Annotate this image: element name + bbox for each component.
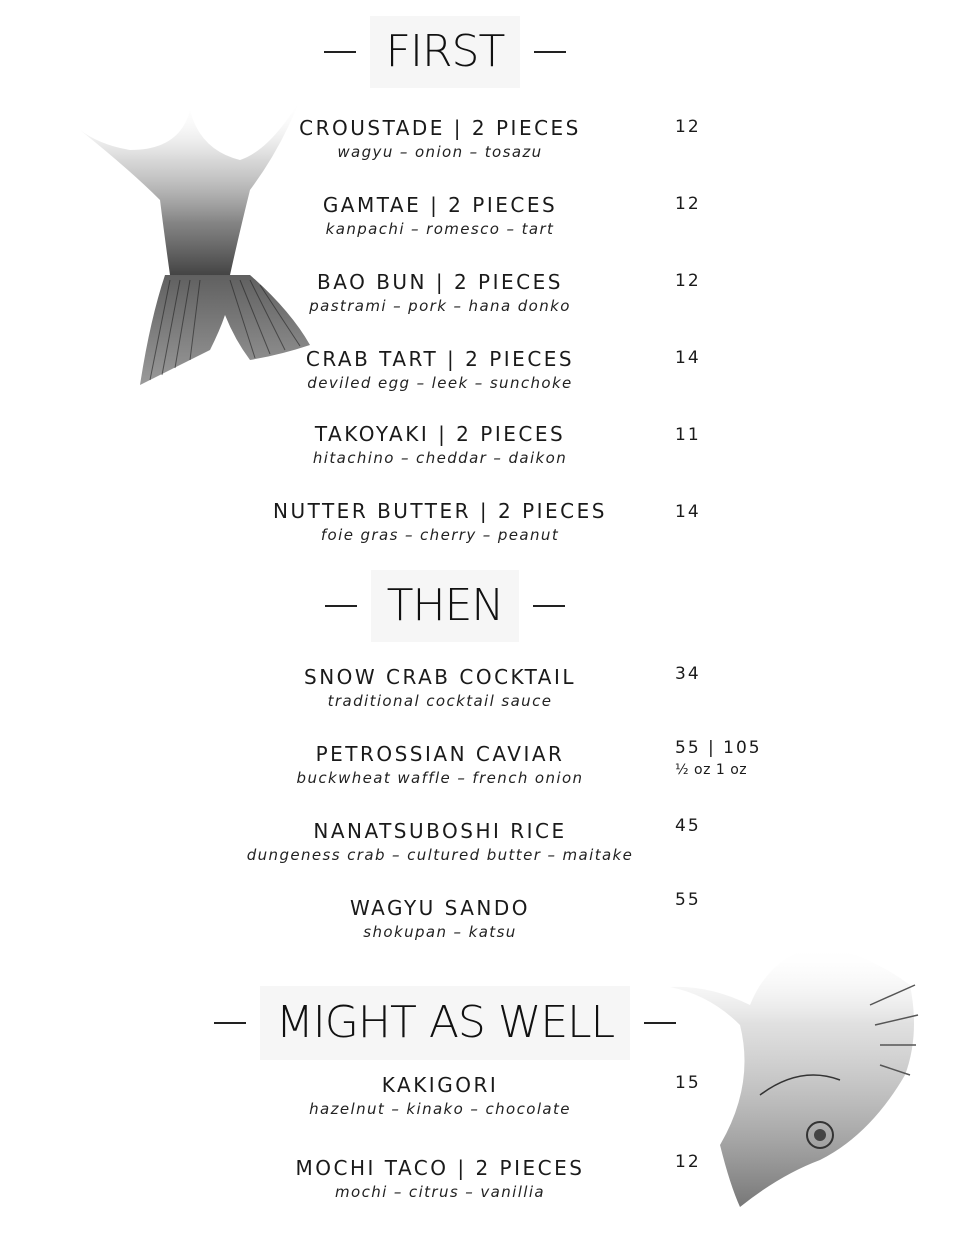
heading-dash: [644, 1022, 676, 1024]
item-price: 15: [675, 1073, 701, 1093]
item-description: foie gras – cherry – peanut: [320, 526, 560, 544]
item-description: pastrami – pork – hana donko: [309, 297, 571, 315]
item-description: mochi – citrus – vanillia: [334, 1183, 545, 1201]
section-heading-might-as-well: [0, 986, 890, 1060]
item-description: deviled egg – leek – sunchoke: [307, 374, 573, 392]
heading-dash: [214, 1022, 246, 1024]
heading-dash: [533, 605, 565, 607]
menu-item: [0, 116, 880, 162]
item-description: traditional cocktail sauce: [327, 692, 553, 710]
menu-item: [0, 422, 880, 468]
item-price: 34: [675, 664, 701, 684]
item-name: GAMTAE | 2 PIECES: [322, 193, 558, 217]
item-name: SNOW CRAB COCKTAIL: [304, 665, 576, 689]
item-name: CRAB TART | 2 PIECES: [305, 347, 575, 371]
menu-item: [0, 270, 880, 316]
item-price: 55 | 105: [675, 738, 762, 758]
item-name: NUTTER BUTTER | 2 PIECES: [273, 499, 607, 523]
section-heading-then: [0, 570, 890, 642]
heading-dash: [325, 605, 357, 607]
item-name: NANATSUBOSHI RICE: [313, 819, 567, 843]
item-price: 11: [675, 425, 701, 445]
menu-item: [0, 819, 880, 865]
item-name: PETROSSIAN CAVIAR: [315, 742, 565, 766]
item-price: 12: [675, 1152, 701, 1172]
item-name: MOCHI TACO | 2 PIECES: [295, 1156, 585, 1180]
menu-item: [0, 347, 880, 393]
item-name: BAO BUN | 2 PIECES: [317, 270, 563, 294]
heading-dash: [534, 51, 566, 53]
menu-item: [0, 1156, 880, 1202]
item-name: WAGYU SANDO: [349, 896, 531, 920]
item-description: kanpachi – romesco – tart: [325, 220, 555, 238]
item-description: hazelnut – kinako – chocolate: [309, 1100, 571, 1118]
item-price-sizes: ½ oz 1 oz: [675, 762, 748, 778]
item-price: 45: [675, 816, 701, 836]
menu-item: [0, 499, 880, 545]
item-name: KAKIGORI: [381, 1073, 499, 1097]
menu-item: [0, 1073, 880, 1119]
section-heading-first: [0, 16, 890, 88]
item-price: 14: [675, 502, 701, 522]
heading-dash: [324, 51, 356, 53]
item-price: 55: [675, 890, 701, 910]
item-description: dungeness crab – cultured butter – maitake: [246, 846, 634, 864]
section-title: FIRST: [370, 16, 521, 88]
item-name: CROUSTADE | 2 PIECES: [299, 116, 581, 140]
item-price: 12: [675, 271, 701, 291]
menu-item: [0, 896, 880, 942]
item-price: 12: [675, 194, 701, 214]
item-price: 12: [675, 117, 701, 137]
item-description: buckwheat waffle – french onion: [296, 769, 584, 787]
item-price: 14: [675, 348, 701, 368]
item-description: hitachino – cheddar – daikon: [312, 449, 568, 467]
item-description: wagyu – onion – tosazu: [337, 143, 543, 161]
menu-item: [0, 193, 880, 239]
menu-item: [0, 665, 880, 711]
item-name: TAKOYAKI | 2 PIECES: [314, 422, 566, 446]
section-title: MIGHT AS WELL: [260, 986, 630, 1060]
section-title: THEN: [371, 570, 520, 642]
item-description: shokupan – katsu: [363, 923, 517, 941]
